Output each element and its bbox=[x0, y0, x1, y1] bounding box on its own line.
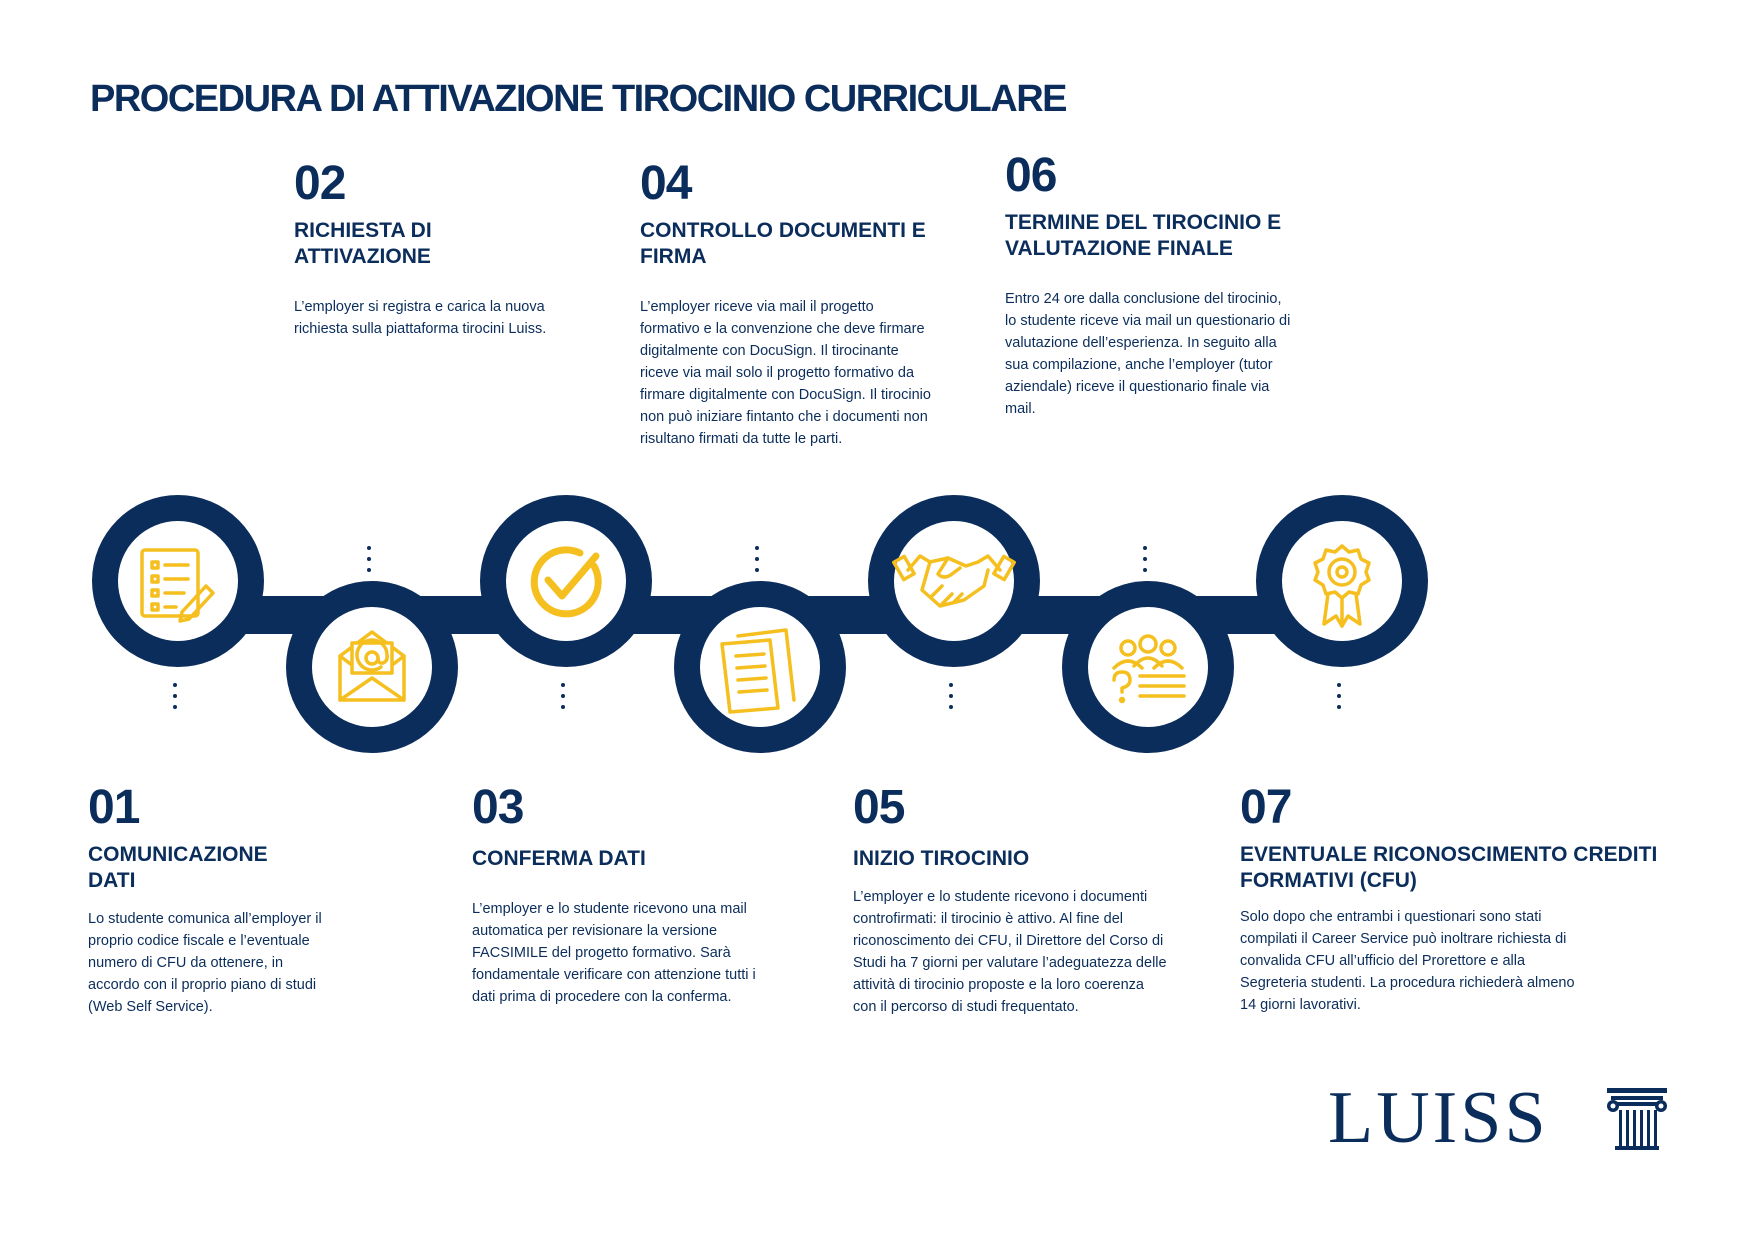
leader-03 bbox=[561, 683, 565, 709]
column-capital-icon bbox=[1605, 1088, 1669, 1152]
step-description: L’employer si registra e carica la nuova richiesta sulla piattaforma tirocini Luiss. bbox=[294, 299, 547, 337]
step-number: 01 bbox=[88, 781, 140, 834]
step-description: L’employer riceve via mail il progetto formativo e la convenzione che deve firmare digitalmente con DocuSign. Il tirocinante riceve via mail solo il progetto formativo da firmare digitalmente con DocuSign. Il tirocinio non può iniziare fintanto che i documenti non risultano firmati da tutte le parti. bbox=[640, 299, 931, 447]
step-description: Lo studente comunica all’employer il proprio codice fiscale e l’eventuale numero di CFU da ottenere, in accordo con il proprio piano di studi (Web Self Service). bbox=[88, 911, 322, 1015]
step-heading: CONTROLLO DOCUMENTI E FIRMA bbox=[640, 219, 926, 268]
leader-04 bbox=[755, 546, 759, 572]
step-heading: TERMINE DEL TIROCINIO E VALUTAZIONE FINALE bbox=[1005, 211, 1282, 260]
leader-05 bbox=[949, 683, 953, 709]
step-number: 02 bbox=[294, 157, 346, 210]
step-number: 04 bbox=[640, 157, 692, 210]
node-05-center bbox=[894, 521, 1014, 641]
step-number: 07 bbox=[1240, 781, 1292, 834]
step-description: Solo dopo che entrambi i questionari sono stati compilati il Career Service può inoltrare richiesta di convalida CFU all’ufficio del Prorettore e alla Segreteria studenti. La procedura richiederà almeno 14 giorni lavorativi. bbox=[1240, 909, 1575, 1013]
step-number: 03 bbox=[472, 781, 524, 834]
step-description: L’employer e lo studente ricevono i documenti controfirmati: il tirocinio è attivo. Al fine del riconoscimento dei CFU, il Direttore del Corso di Studi ha 7 giorni per valutare l’adeguatezza delle attività di tirocinio proposte e la loro coerenza con il percorso di studi frequentato. bbox=[853, 889, 1167, 1015]
node-03-center bbox=[506, 521, 626, 641]
step-heading: COMUNICAZIONE DATI bbox=[88, 843, 268, 892]
leader-07 bbox=[1337, 683, 1341, 709]
page-title: PROCEDURA DI ATTIVAZIONE TIROCINIO CURRICULARE bbox=[90, 78, 1066, 120]
step-description: Entro 24 ore dalla conclusione del tirocinio, lo studente riceve via mail un questionario di valutazione dell’esperienza. In seguito alla sua compilazione, anche l’employer (tutor aziendale) riceve il questionario finale via mail. bbox=[1005, 291, 1291, 417]
node-06-center bbox=[1088, 607, 1208, 727]
leader-02 bbox=[367, 546, 371, 572]
step-heading: EVENTUALE RICONOSCIMENTO CREDITI FORMATIVI (CFU) bbox=[1240, 843, 1658, 892]
step-description: L’employer e lo studente ricevono una mail automatica per revisionare la versione FACSIMILE del progetto formativo. Sarà fondamentale verificare con attenzione tutti i dati prima di procedere con la conferma. bbox=[472, 901, 756, 1005]
step-number: 05 bbox=[853, 781, 905, 834]
step-heading: RICHIESTA DI ATTIVAZIONE bbox=[294, 219, 432, 268]
step-heading: INIZIO TIROCINIO bbox=[853, 847, 1030, 870]
leader-06 bbox=[1143, 546, 1147, 572]
step-number: 06 bbox=[1005, 149, 1057, 202]
logo-wordmark: LUISS bbox=[1328, 1077, 1549, 1159]
step-heading: CONFERMA DATI bbox=[472, 847, 646, 870]
leader-01 bbox=[173, 683, 177, 709]
node-01-center bbox=[118, 521, 238, 641]
